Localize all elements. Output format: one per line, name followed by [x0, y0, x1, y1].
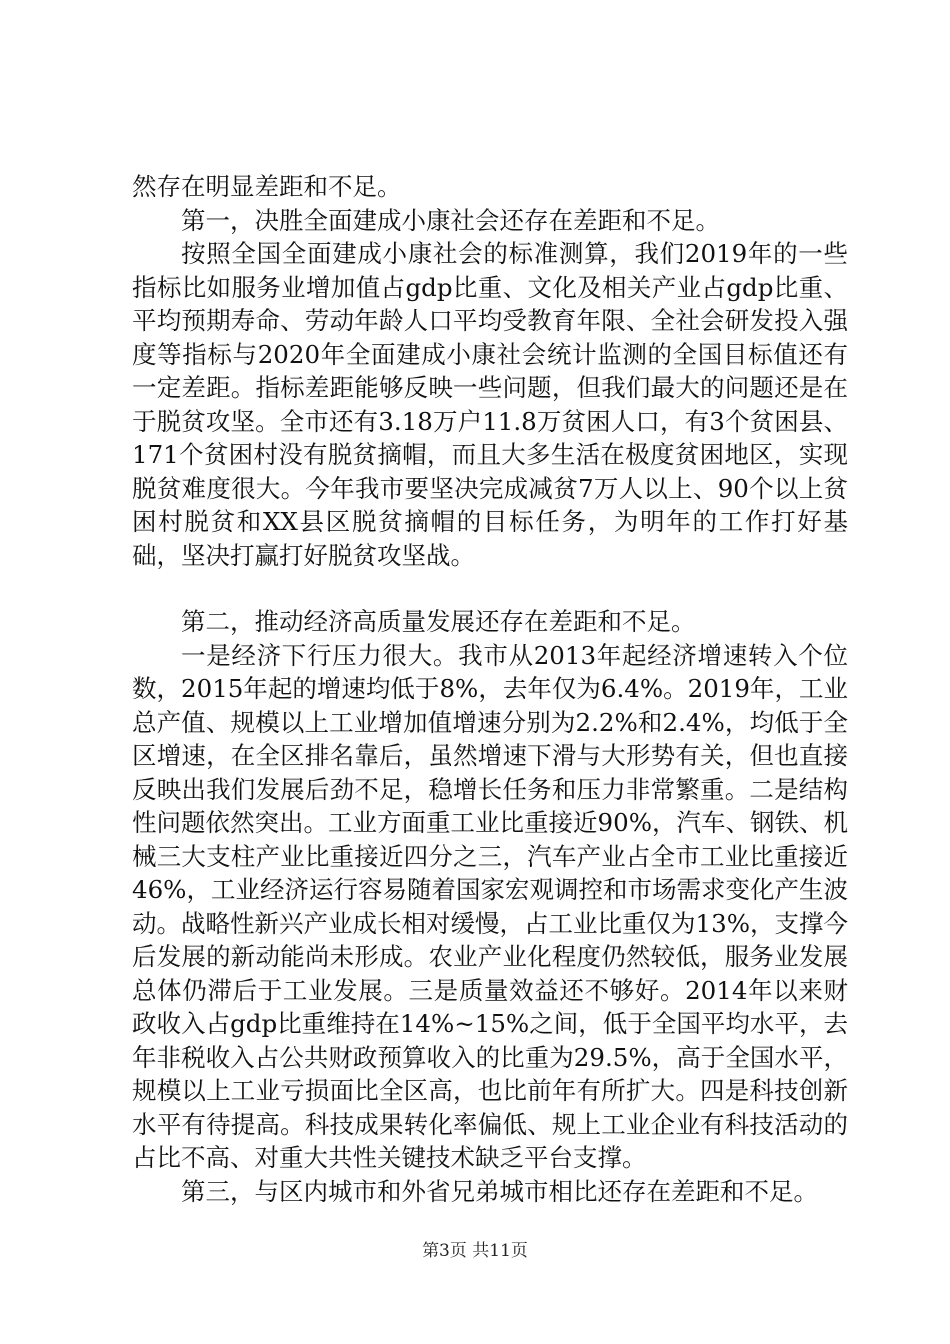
paragraph-heading-third: 第三，与区内城市和外省兄弟城市相比还存在差距和不足。: [181, 1176, 818, 1206]
paragraph-heading-first: 第一，决胜全面建成小康社会还存在差距和不足。: [181, 205, 720, 235]
document-body: [132, 170, 848, 1208]
paragraph-economic-issues: 一是经济下行压力很大。我市从2013年起经济增速转入个位数，2015年起的增速均低于8%，去年仅为6.4%。2019年，工业总产值、规模以上工业增加值增速分别为2.2%和2.4%，均低于全区增速，在全区排名靠后，虽然增速下滑与大形势有关，但也直接反映出我们发展后劲不足，稳增长任务和压力非常繁重。二是结构性问题依然突出。工业方面重工业比重接近90%，汽车、钢铁、机械三大支柱产业比重接近四分之三，汽车产业占全市工业比重接近46%，工业经济运行容易随着国家宏观调控和市场需求变化产生波动。战略性新兴产业成长相对缓慢，占工业比重仅为13%，支撑今后发展的新动能尚未形成。农业产业化程度仍然较低，服务业发展总体仍滞后于工业发展。三是质量效益还不够好。2014年以来财政收入占gdp比重维持在14%~15%之间，低于全国平均水平，去年非税收入占公共财政预算收入的比重为29.5%，高于全国水平，规模以上工业亏损面比全区高，也比前年有所扩大。四是科技创新水平有待提高。科技成果转化率偏低、规上工业企业有科技活动的占比不高、对重大共性关键技术缺乏平台支撑。: [132, 640, 848, 1172]
paragraph-heading-second: 第二，推动经济高质量发展还存在差距和不足。: [181, 607, 696, 636]
paragraph-continuation: 然存在明显差距和不足。: [132, 172, 402, 201]
page-footer: 第3页 共11页: [422, 1241, 528, 1261]
paragraph-poverty-alleviation: 按照全国全面建成小康社会的标准测算，我们2019年的一些指标比如服务业增加值占gdp比重、文化及相关产业占gdp比重、平均预期寿命、劳动年龄人口平均受教育年限、全社会研发投入强度等指标与2020年全面建成小康社会统计监测的全国目标值还有一定差距。指标差距能够反映一些问题，但我们最大的问题还是在于脱贫攻坚。全市还有3.18万户11.8万贫困人口，有3个贫困县、171个贫困村没有脱贫摘帽，而且大多生活在极度贫困地区，实现脱贫难度很大。今年我市要坚决完成减贫7万人以上、90个以上贫困村脱贫和XX县区脱贫摘帽的目标任务，为明年的工作打好基础，坚决打赢打好脱贫攻坚战。: [132, 239, 848, 570]
